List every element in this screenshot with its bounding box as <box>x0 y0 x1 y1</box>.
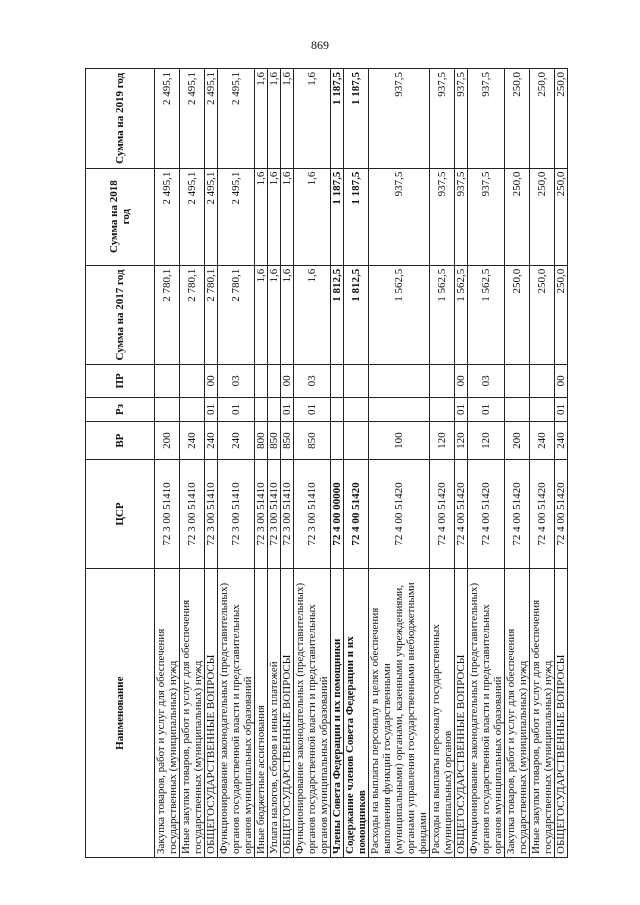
cell-pr: 00 <box>205 365 218 397</box>
header-vr: ВР <box>86 422 155 459</box>
cell-name: Функционирование законодательных (представительных) органов государственной власти и представительных органов муниципальных образований <box>468 569 505 858</box>
cell-vr: 120 <box>430 422 455 459</box>
cell-rz: 01 <box>218 397 255 422</box>
header-rz: Рз <box>86 397 155 422</box>
cell-sum-2018: 937,5 <box>468 168 505 265</box>
cell-name: ОБЩЕГОСУДАРСТВЕННЫЕ ВОПРОСЫ <box>205 569 218 858</box>
table-header-row <box>86 69 155 858</box>
header-sum-2017: Сумма на 2017 год <box>86 265 155 365</box>
table-row <box>268 69 281 858</box>
cell-sum-2019: 937,5 <box>369 69 430 169</box>
cell-rz <box>268 397 281 422</box>
cell-vr: 120 <box>455 422 468 459</box>
header-pr: ПР <box>86 365 155 397</box>
cell-sum-2018: 250,0 <box>505 168 530 265</box>
cell-name: ОБЩЕГОСУДАРСТВЕННЫЕ ВОПРОСЫ <box>555 569 568 858</box>
cell-sum-2018: 1,6 <box>294 168 331 265</box>
table-row <box>255 69 268 858</box>
cell-pr <box>155 365 180 397</box>
table-body <box>155 69 568 858</box>
cell-sum-2017: 1 562,5 <box>369 265 430 365</box>
cell-name: Закупка товаров, работ и услуг для обеспечения государственных (муниципальных) нужд <box>505 569 530 858</box>
cell-pr <box>530 365 555 397</box>
cell-csr: 72 3 00 51410 <box>180 459 205 569</box>
cell-csr: 72 4 00 51420 <box>468 459 505 569</box>
cell-sum-2019: 937,5 <box>468 69 505 169</box>
cell-sum-2019: 2 495,1 <box>205 69 218 169</box>
rotated-table-frame <box>85 68 567 858</box>
cell-sum-2017: 250,0 <box>505 265 530 365</box>
cell-pr <box>255 365 268 397</box>
cell-vr: 240 <box>555 422 568 459</box>
table-row <box>369 69 430 858</box>
cell-sum-2017: 1 562,5 <box>468 265 505 365</box>
cell-vr: 120 <box>468 422 505 459</box>
cell-csr: 72 4 00 51420 <box>344 459 369 569</box>
cell-csr: 72 4 00 51420 <box>455 459 468 569</box>
cell-name: Содержание членов Совета Федерации и их помощников <box>344 569 369 858</box>
cell-csr: 72 3 00 51410 <box>268 459 281 569</box>
cell-vr: 200 <box>505 422 530 459</box>
cell-name: Закупка товаров, работ и услуг для обеспечения государственных (муниципальных) нужд <box>155 569 180 858</box>
cell-name: Функционирование законодательных (представительных) органов государственной власти и представительных органов муниципальных образований <box>294 569 331 858</box>
cell-sum-2019: 2 495,1 <box>218 69 255 169</box>
cell-sum-2017: 1,6 <box>294 265 331 365</box>
cell-sum-2018: 1 187,5 <box>331 168 344 265</box>
cell-sum-2018: 937,5 <box>455 168 468 265</box>
cell-csr: 72 3 00 51410 <box>281 459 294 569</box>
cell-pr <box>180 365 205 397</box>
cell-name: Функционирование законодательных (представительных) органов государственной власти и представительных органов муниципальных образований <box>218 569 255 858</box>
cell-csr: 72 4 00 51420 <box>555 459 568 569</box>
cell-name: Иные закупки товаров, работ и услуг для обеспечения государственных (муниципальных) нужд <box>530 569 555 858</box>
cell-pr: 03 <box>218 365 255 397</box>
cell-csr: 72 4 00 51420 <box>505 459 530 569</box>
cell-pr: 00 <box>555 365 568 397</box>
cell-name: Члены Совета Федерации и их помощники <box>331 569 344 858</box>
cell-csr: 72 4 00 51420 <box>430 459 455 569</box>
cell-rz <box>255 397 268 422</box>
cell-sum-2017: 250,0 <box>530 265 555 365</box>
cell-rz <box>344 397 369 422</box>
cell-csr: 72 4 00 00000 <box>331 459 344 569</box>
table-row <box>430 69 455 858</box>
cell-sum-2017: 1 812,5 <box>344 265 369 365</box>
cell-name: ОБЩЕГОСУДАРСТВЕННЫЕ ВОПРОСЫ <box>281 569 294 858</box>
cell-sum-2017: 1,6 <box>255 265 268 365</box>
cell-pr: 03 <box>294 365 331 397</box>
cell-sum-2017: 1,6 <box>268 265 281 365</box>
cell-vr <box>344 422 369 459</box>
cell-csr: 72 3 00 51410 <box>155 459 180 569</box>
cell-name: Расходы на выплаты персоналу государственных (муниципальных) органов <box>430 569 455 858</box>
cell-sum-2018: 250,0 <box>555 168 568 265</box>
cell-rz <box>505 397 530 422</box>
cell-sum-2018: 2 495,1 <box>155 168 180 265</box>
cell-vr: 850 <box>294 422 331 459</box>
cell-vr <box>331 422 344 459</box>
page-number: 869 <box>311 38 329 52</box>
cell-rz: 01 <box>468 397 505 422</box>
cell-sum-2019: 1,6 <box>281 69 294 169</box>
cell-pr <box>369 365 430 397</box>
cell-pr <box>268 365 281 397</box>
cell-sum-2019: 1 187,5 <box>344 69 369 169</box>
cell-sum-2017: 2 780,1 <box>205 265 218 365</box>
cell-vr: 850 <box>281 422 294 459</box>
budget-table-sheet <box>85 68 567 858</box>
cell-rz <box>155 397 180 422</box>
table-row <box>205 69 218 858</box>
cell-rz <box>180 397 205 422</box>
cell-name: Расходы на выплаты персоналу в целях обеспечения выполнения функций государственными (муниципальными) органами, казенными учреждениями, органами управления государственными внебюджетными фондами <box>369 569 430 858</box>
cell-vr: 240 <box>530 422 555 459</box>
table-row <box>180 69 205 858</box>
cell-pr <box>505 365 530 397</box>
cell-sum-2017: 1 562,5 <box>455 265 468 365</box>
cell-rz: 01 <box>555 397 568 422</box>
table-row <box>455 69 468 858</box>
cell-sum-2019: 937,5 <box>430 69 455 169</box>
cell-sum-2018: 2 495,1 <box>180 168 205 265</box>
cell-pr: 03 <box>468 365 505 397</box>
cell-sum-2018: 1 187,5 <box>344 168 369 265</box>
cell-sum-2018: 1,6 <box>255 168 268 265</box>
cell-sum-2019: 1,6 <box>268 69 281 169</box>
cell-name: Иные бюджетные ассигнования <box>255 569 268 858</box>
cell-csr: 72 4 00 51420 <box>369 459 430 569</box>
cell-name: Уплата налогов, сборов и иных платежей <box>268 569 281 858</box>
cell-pr: 00 <box>281 365 294 397</box>
cell-sum-2019: 1,6 <box>255 69 268 169</box>
header-name: Наименование <box>86 569 155 858</box>
cell-sum-2018: 2 495,1 <box>218 168 255 265</box>
cell-rz <box>430 397 455 422</box>
cell-csr: 72 3 00 51410 <box>218 459 255 569</box>
cell-vr: 100 <box>369 422 430 459</box>
cell-csr: 72 3 00 51410 <box>255 459 268 569</box>
cell-sum-2018: 937,5 <box>430 168 455 265</box>
cell-sum-2019: 250,0 <box>505 69 530 169</box>
table-row <box>281 69 294 858</box>
cell-rz: 01 <box>455 397 468 422</box>
cell-sum-2019: 2 495,1 <box>155 69 180 169</box>
table-row <box>155 69 180 858</box>
cell-sum-2018: 2 495,1 <box>205 168 218 265</box>
cell-sum-2017: 1,6 <box>281 265 294 365</box>
cell-rz <box>331 397 344 422</box>
cell-rz: 01 <box>281 397 294 422</box>
cell-name: Иные закупки товаров, работ и услуг для обеспечения государственных (муниципальных) нужд <box>180 569 205 858</box>
cell-rz <box>530 397 555 422</box>
budget-table <box>85 68 568 858</box>
header-sum-2019: Сумма на 2019 год <box>86 69 155 169</box>
cell-vr: 240 <box>218 422 255 459</box>
cell-pr <box>331 365 344 397</box>
table-row <box>505 69 530 858</box>
cell-csr: 72 3 00 51410 <box>205 459 218 569</box>
cell-sum-2018: 937,5 <box>369 168 430 265</box>
cell-sum-2019: 2 495,1 <box>180 69 205 169</box>
cell-vr: 200 <box>155 422 180 459</box>
cell-sum-2019: 937,5 <box>455 69 468 169</box>
cell-vr: 800 <box>255 422 268 459</box>
cell-rz: 01 <box>294 397 331 422</box>
table-row <box>294 69 331 858</box>
cell-sum-2019: 1,6 <box>294 69 331 169</box>
table-row <box>218 69 255 858</box>
cell-sum-2019: 1 187,5 <box>331 69 344 169</box>
table-row <box>468 69 505 858</box>
cell-csr: 72 4 00 51420 <box>530 459 555 569</box>
cell-csr: 72 3 00 51410 <box>294 459 331 569</box>
cell-sum-2019: 250,0 <box>530 69 555 169</box>
table-row <box>530 69 555 858</box>
table-row <box>331 69 344 858</box>
header-csr: ЦСР <box>86 459 155 569</box>
cell-sum-2017: 2 780,1 <box>155 265 180 365</box>
cell-sum-2017: 2 780,1 <box>180 265 205 365</box>
cell-sum-2018: 1,6 <box>268 168 281 265</box>
cell-sum-2018: 1,6 <box>281 168 294 265</box>
cell-vr: 850 <box>268 422 281 459</box>
cell-sum-2017: 1 812,5 <box>331 265 344 365</box>
cell-pr <box>430 365 455 397</box>
cell-vr: 240 <box>205 422 218 459</box>
table-row <box>344 69 369 858</box>
cell-name: ОБЩЕГОСУДАРСТВЕННЫЕ ВОПРОСЫ <box>455 569 468 858</box>
cell-sum-2017: 1 562,5 <box>430 265 455 365</box>
cell-sum-2017: 250,0 <box>555 265 568 365</box>
cell-rz: 01 <box>205 397 218 422</box>
cell-rz <box>369 397 430 422</box>
cell-sum-2017: 2 780,1 <box>218 265 255 365</box>
cell-vr: 240 <box>180 422 205 459</box>
header-sum-2018: Сумма на 2018 год <box>86 168 155 265</box>
table-row <box>555 69 568 858</box>
cell-pr <box>344 365 369 397</box>
cell-sum-2019: 250,0 <box>555 69 568 169</box>
cell-sum-2018: 250,0 <box>530 168 555 265</box>
cell-pr: 00 <box>455 365 468 397</box>
